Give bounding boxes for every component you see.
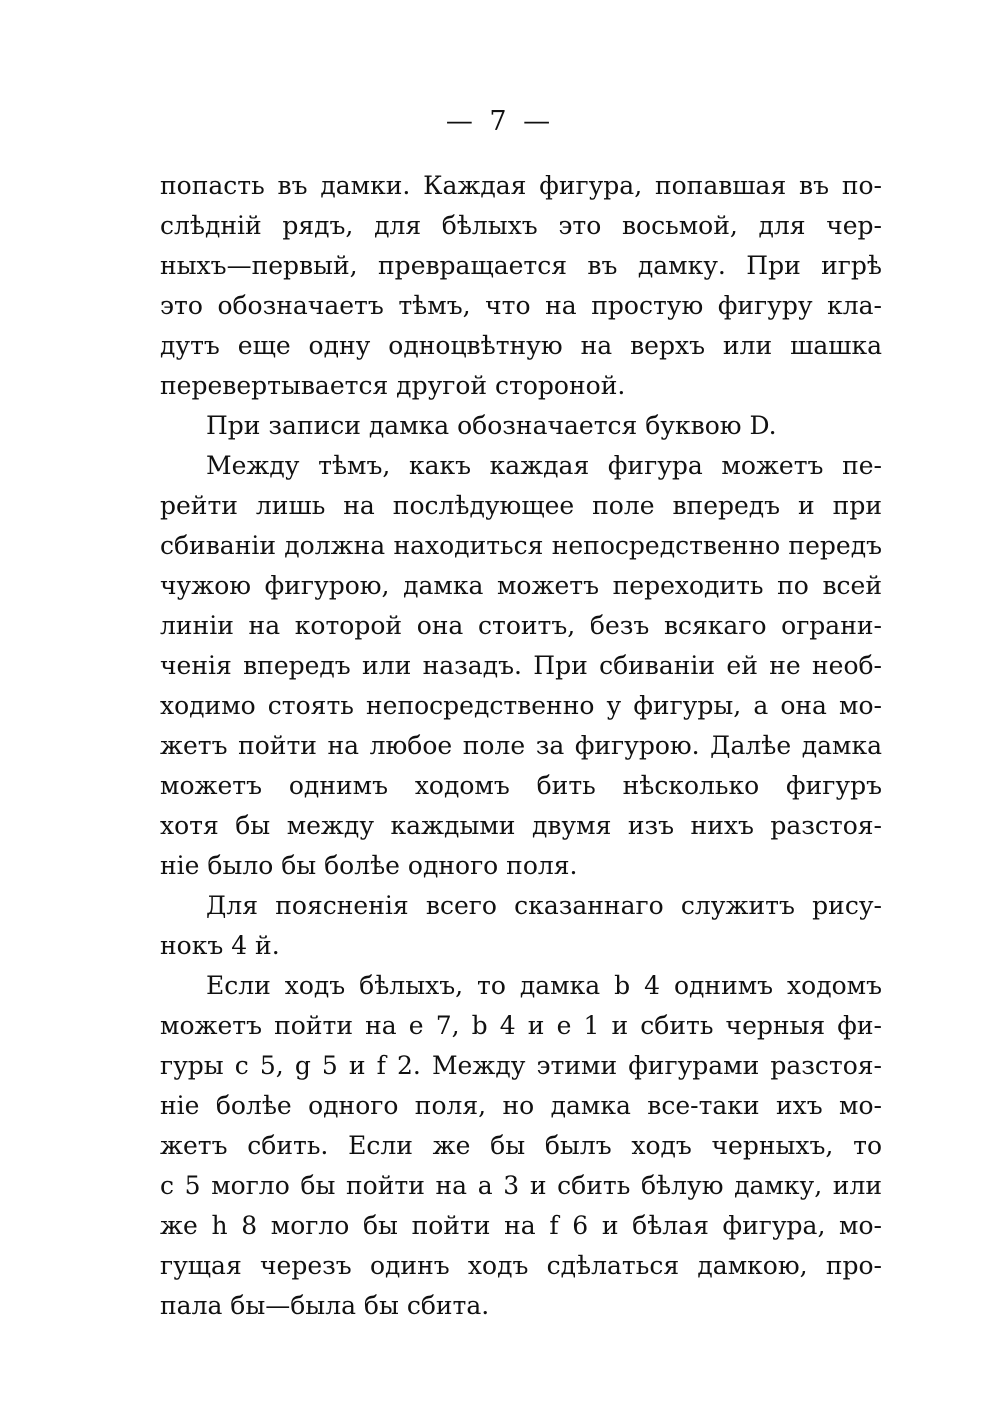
- text-line: нокъ 4 й.: [160, 931, 280, 960]
- text-line: сбиванiи должна находиться непосредственно передъ: [160, 531, 882, 560]
- text-line: чужою фигурою, дамка можетъ переходить по всей: [160, 571, 882, 600]
- paragraph: [160, 446, 882, 886]
- text-line: гущая черезъ одинъ ходъ сдѣлаться дамкою, про-: [160, 1251, 882, 1280]
- text-line: можетъ пойти на е 7, b 4 и е 1 и сбить черныя фи-: [160, 1011, 882, 1040]
- paragraph: [160, 166, 882, 406]
- page-number: — 7 —: [445, 106, 555, 137]
- text-line: хотя бы между каждыми двумя изъ нихъ разстоя-: [160, 811, 882, 840]
- text-line: дутъ еще одну одноцвѣтную на верхъ или шашка: [160, 331, 882, 360]
- text-line: Для поясненiя всего сказаннаго служитъ рису-: [206, 891, 882, 920]
- body-text: [160, 166, 882, 1326]
- text-line: нiе болѣе одного поля, но дамка все-таки ихъ мо-: [160, 1091, 882, 1120]
- paragraph: [160, 406, 882, 446]
- text-line: слѣднiй рядъ, для бѣлыхъ это восьмой, для чер-: [160, 211, 882, 240]
- text-line: же h 8 могло бы пойти на f 6 и бѣлая фигура, мо-: [160, 1211, 882, 1240]
- text-line: ныхъ—первый, превращается въ дамку. При игрѣ: [160, 251, 882, 280]
- paragraph: [160, 966, 882, 1326]
- text-line: При записи дамка обозначается буквою D.: [206, 411, 777, 440]
- text-line: перевертывается другой стороной.: [160, 371, 626, 400]
- text-line: Если ходъ бѣлыхъ, то дамка b 4 однимъ ходомъ: [206, 971, 882, 1000]
- text-line: ходимо стоять непосредственно у фигуры, а она мо-: [160, 691, 882, 720]
- text-line: попасть въ дамки. Каждая фигура, попавшая въ по-: [160, 171, 882, 200]
- text-line: Между тѣмъ, какъ каждая фигура можетъ пе-: [206, 451, 882, 480]
- text-line: пала бы—была бы сбита.: [160, 1291, 490, 1320]
- text-line: это обозначаетъ тѣмъ, что на простую фигуру кла-: [160, 291, 882, 320]
- text-line: с 5 могло бы пойти на а 3 и сбить бѣлую дамку, или: [160, 1171, 882, 1200]
- text-line: линiи на которой она стоитъ, безъ всякаго ограни-: [160, 611, 882, 640]
- paragraph: [160, 886, 882, 966]
- text-line: можетъ однимъ ходомъ бить нѣсколько фигуръ: [160, 771, 882, 800]
- text-line: нiе было бы болѣе одного поля.: [160, 851, 578, 880]
- text-line: рейти лишь на послѣдующее поле впередъ и при: [160, 491, 882, 520]
- text-line: жетъ сбить. Если же бы былъ ходъ черныхъ, то: [160, 1131, 882, 1160]
- text-line: гуры с 5, g 5 и f 2. Между этими фигурами разстоя-: [160, 1051, 882, 1080]
- text-line: жетъ пойти на любое поле за фигурою. Далѣе дамка: [160, 731, 882, 760]
- text-line: ченiя впередъ или назадъ. При сбиванiи ей не необ-: [160, 651, 882, 680]
